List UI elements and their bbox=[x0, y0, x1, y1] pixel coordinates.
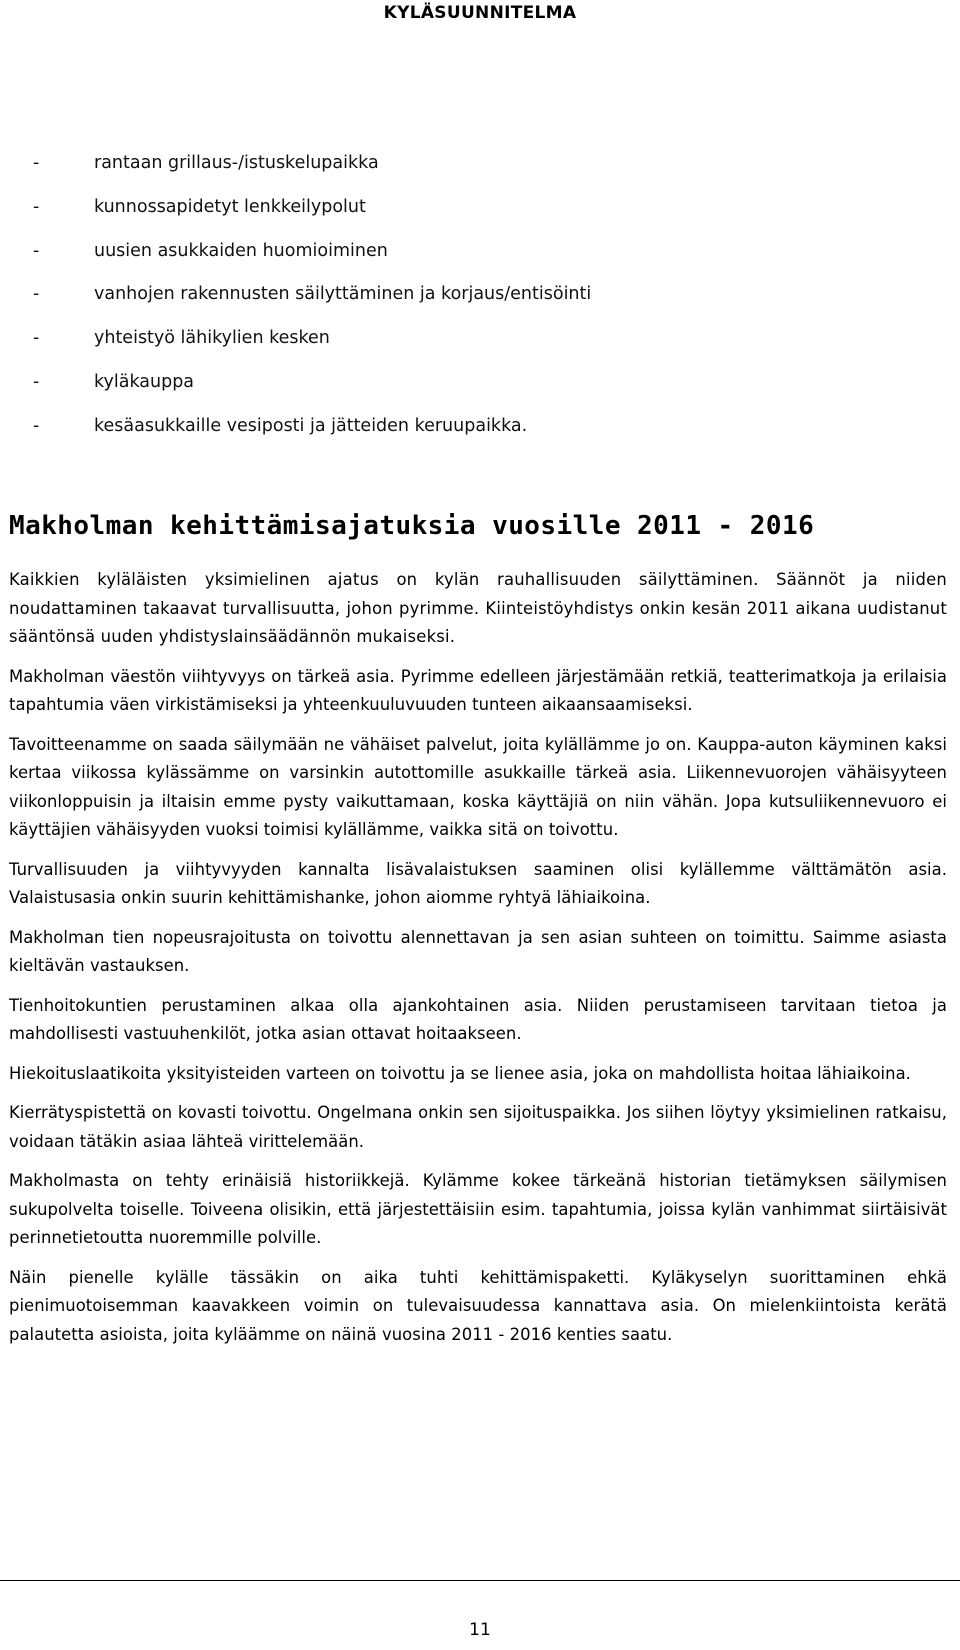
bullet-text: rantaan grillaus-/istuskelupaikka bbox=[94, 153, 379, 173]
footer-divider bbox=[0, 1580, 960, 1581]
body-paragraph: Hiekoituslaatikoita yksityisteiden varteen on toivottu ja se lienee asia, joka on mahdollista hoitaa lähiaikoina. bbox=[9, 1063, 911, 1083]
bullet-list bbox=[33, 151, 933, 458]
body-paragraph: Tavoitteenamme on saada säilymään ne vähäiset palvelut, joita kylällämme jo on. Kauppa-auton käyminen kaksi kertaa viikossa kylässämme on varsinkin autottomille asukkaille tärkeä asia. Liikennevuorojen vähäisyyteen viikonloppuisin ja iltaisin emme pysty vaikuttamaan, koska käyttäjiä on niin vähän. Jopa kutsuliikennevuoro ei käyttäjien vähäisyyden vuoksi toimisi kylällämme, vaikka sitä on toivottu. bbox=[9, 734, 947, 839]
bullet-marker: - bbox=[33, 328, 40, 349]
bullet-marker: - bbox=[33, 415, 40, 436]
list-item bbox=[33, 370, 933, 414]
body-paragraph: Tienhoitokuntien perustaminen alkaa olla ajankohtainen asia. Niiden perustamiseen tarvitaan tietoa ja mahdollisesti vastuuhenkilöt, jotka asian ottavat hoitaakseen. bbox=[9, 995, 947, 1043]
section-title: Makholman kehittämisajatuksia vuosille 2011 - 2016 bbox=[9, 511, 815, 541]
body-paragraph: Turvallisuuden ja viihtyvyyden kannalta lisävalaistuksen saaminen olisi kylällemme välttämätön asia. Valaistusasia onkin suurin kehittämishanke, johon aiomme ryhtyä lähiaikoina. bbox=[9, 859, 947, 907]
bullet-marker: - bbox=[33, 284, 40, 305]
bullet-text: kesäasukkaille vesiposti ja jätteiden keruupaikka. bbox=[94, 415, 528, 436]
bullet-text: kyläkauppa bbox=[94, 371, 195, 392]
body-paragraph: Makholman väestön viihtyvyys on tärkeä asia. Pyrimme edelleen järjestämään retkiä, teatterimatkoja ja erilaisia tapahtumia väen virkistämiseksi ja yhteenkuuluvuuden tunteen aikaansaamiseksi. bbox=[9, 666, 947, 714]
document-header: KYLÄSUUNNITELMA bbox=[383, 3, 577, 23]
bullet-marker: - bbox=[33, 371, 40, 392]
list-item bbox=[33, 326, 933, 370]
bullet-marker: - bbox=[33, 153, 40, 173]
bullet-marker: - bbox=[33, 240, 40, 261]
bullet-text: vanhojen rakennusten säilyttäminen ja korjaus/entisöinti bbox=[94, 284, 592, 305]
page-number: 11 bbox=[469, 1620, 491, 1640]
list-item bbox=[33, 282, 933, 326]
body-paragraph: Kaikkien kyläläisten yksimielinen ajatus on kylän rauhallisuuden säilyttäminen. Säännöt ja niiden noudattaminen takaavat turvallisuutta, johon pyrimme. Kiinteistöyhdistys onkin kesän 2011 aikana uudistanut sääntönsä uuden yhdistyslainsäädännön mukaiseksi. bbox=[9, 570, 947, 646]
list-item bbox=[33, 151, 933, 195]
bullet-text: kunnossapidetyt lenkkeilypolut bbox=[94, 196, 366, 217]
body-paragraph: Makholman tien nopeusrajoitusta on toivottu alennettavan ja sen asian suhteen on toimittu. Saimme asiasta kieltävän vastauksen. bbox=[9, 927, 947, 975]
section-body bbox=[9, 566, 947, 1360]
bullet-marker: - bbox=[33, 196, 40, 217]
body-paragraph: Näin pienelle kylälle tässäkin on aika tuhti kehittämispaketti. Kyläkyselyn suorittaminen ehkä pienimuotoisemman kaavakkeen voimin on tulevaisuudessa kannattava asia. On mielenkiintoista kerätä palautetta asioista, joita kyläämme on näinä vuosina 2011 - 2016 kenties saatu. bbox=[9, 1267, 947, 1344]
list-item bbox=[33, 195, 933, 239]
body-paragraph: Kierrätyspistettä on kovasti toivottu. Ongelmana onkin sen sijoituspaikka. Jos siihen löytyy yksimielinen ratkaisu, voidaan tätäkin asiaa lähteä virittelemään. bbox=[9, 1103, 947, 1151]
list-item bbox=[33, 414, 933, 458]
bullet-text: uusien asukkaiden huomioiminen bbox=[94, 240, 388, 261]
body-paragraph: Makholmasta on tehty erinäisiä historiikkejä. Kylämme kokee tärkeänä historian tietämyksen säilymisen sukupolvelta toiselle. Toiveena olisikin, että järjestettäisiin esim. tapahtumia, joissa kylän vanhimmat siirtäisivät perinnetietoutta nuoremmille polville. bbox=[9, 1171, 947, 1247]
list-item bbox=[33, 239, 933, 283]
bullet-text: yhteistyö lähikylien kesken bbox=[94, 328, 330, 349]
